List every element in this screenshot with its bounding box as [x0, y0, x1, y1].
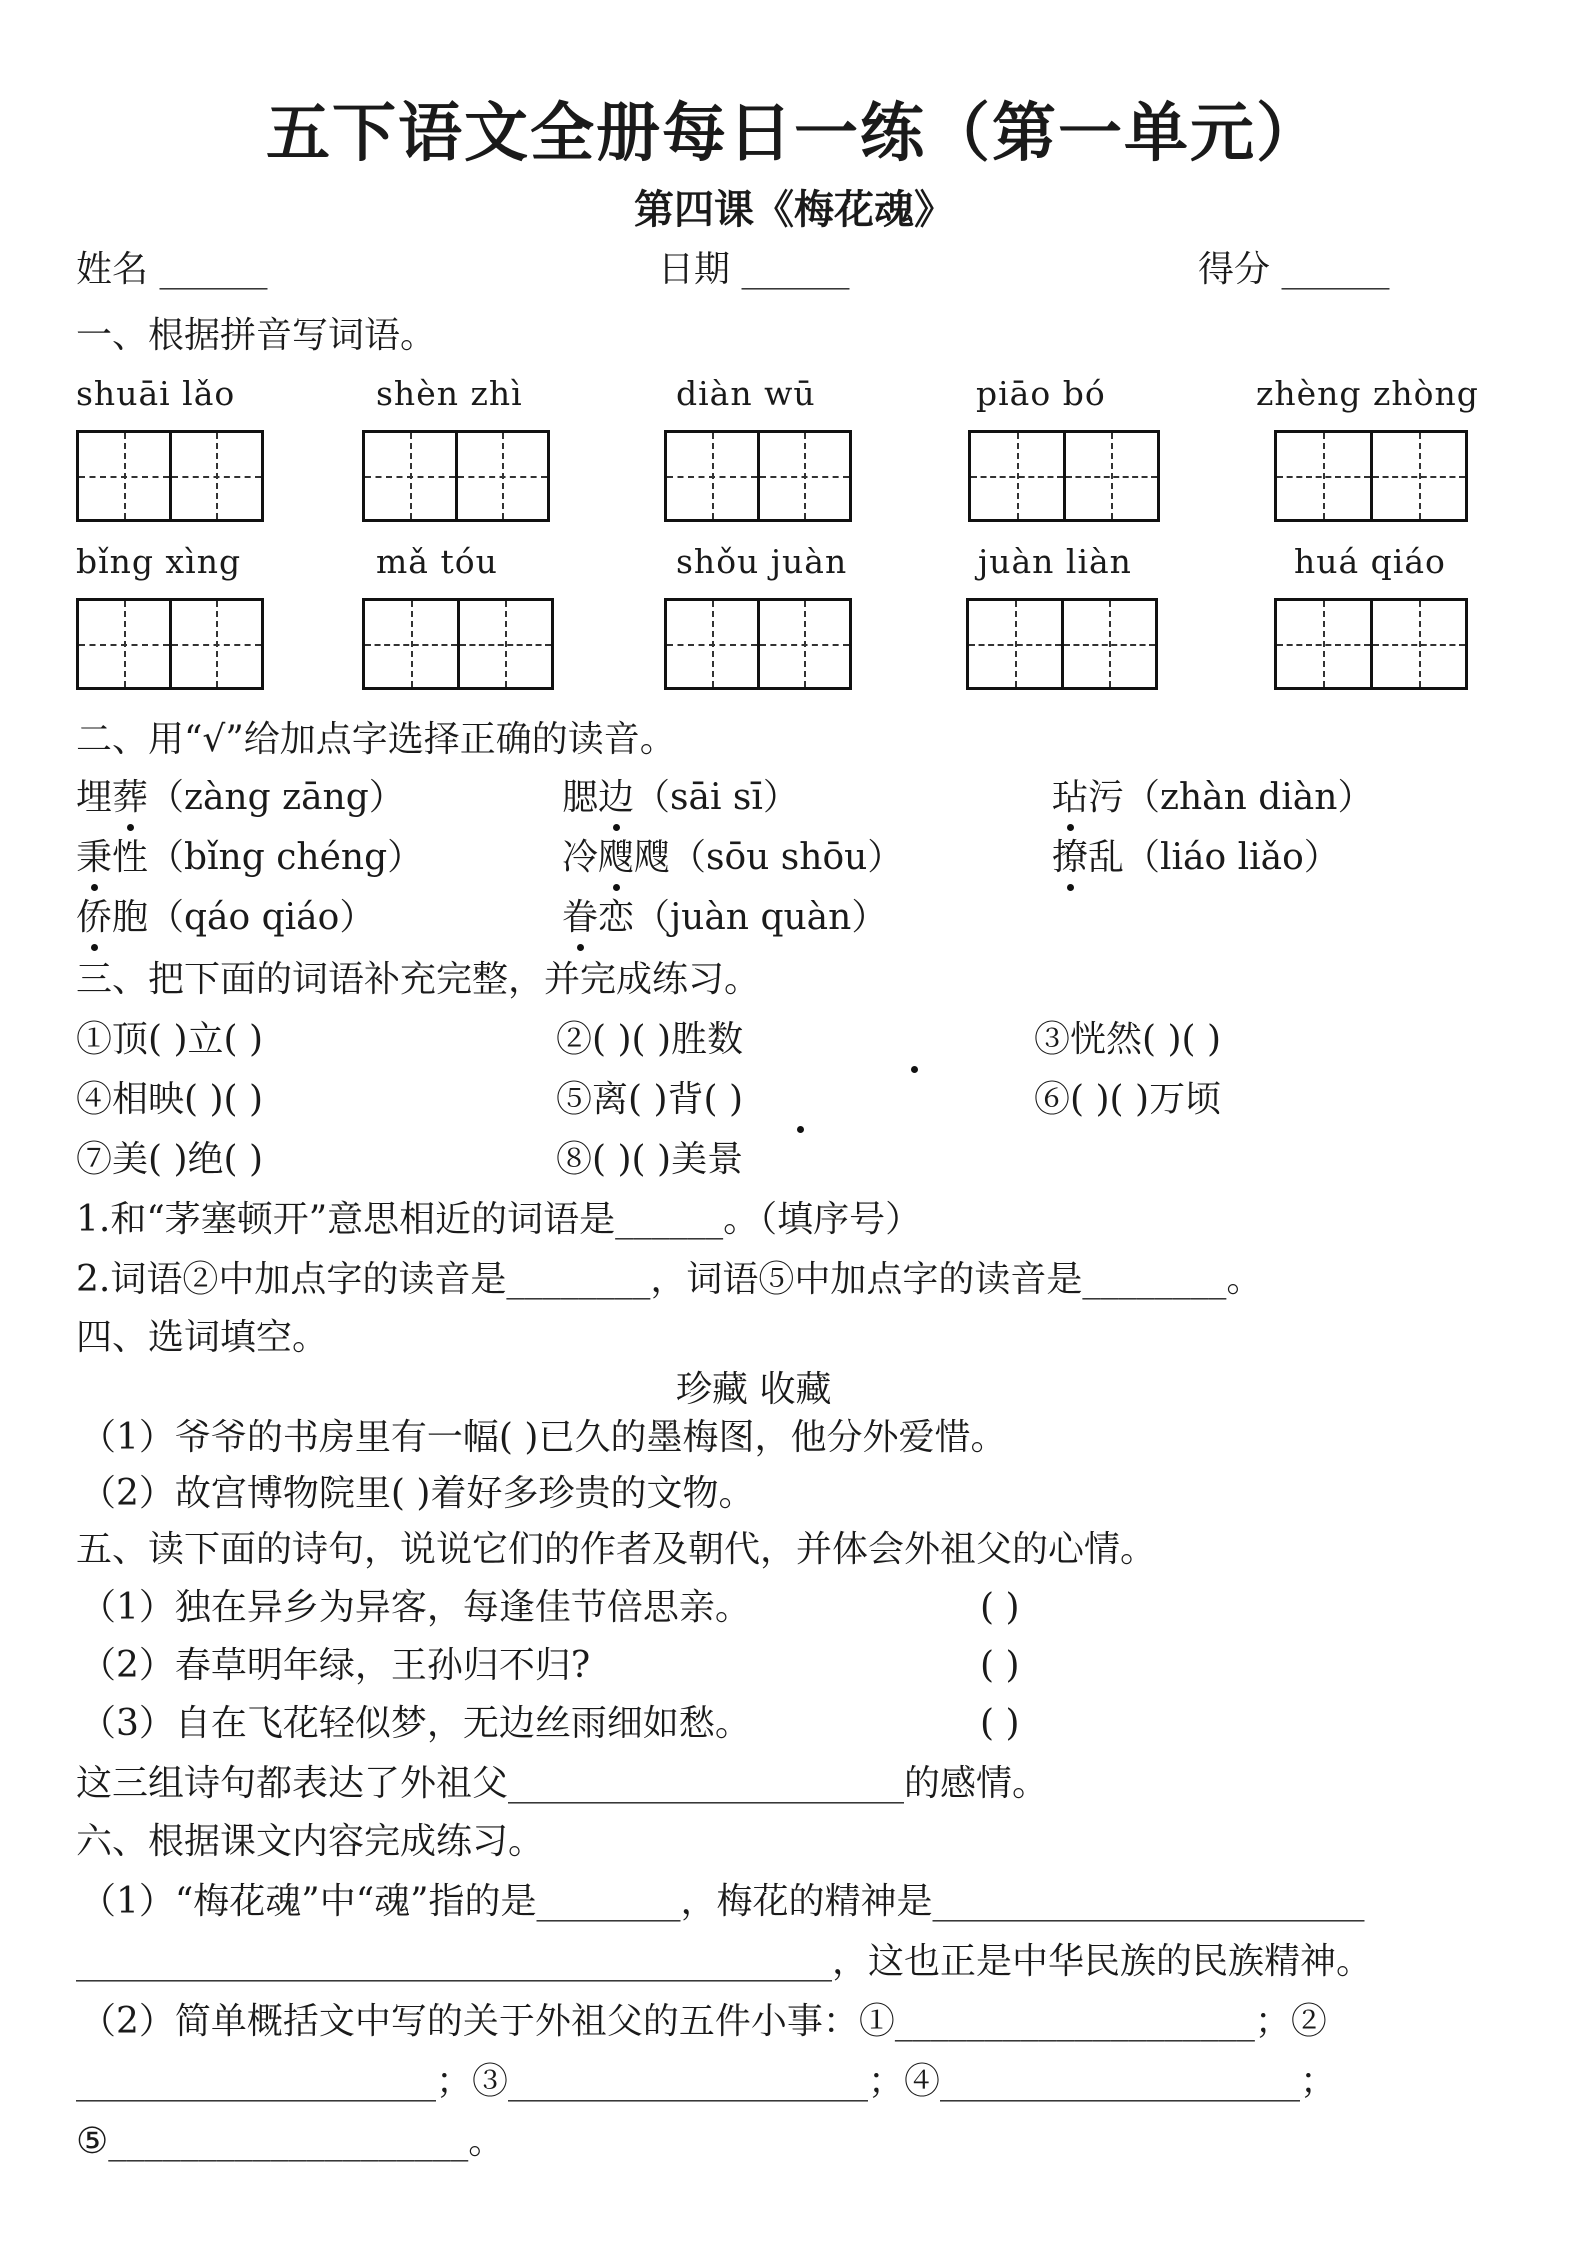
fill-question-continued[interactable]: __________________________________________，这也正是中华民族的民族精神。 [76, 1941, 1373, 1982]
writing-grid[interactable] [966, 598, 1158, 690]
pinyin-label: juàn liàn [978, 542, 1132, 581]
name-field[interactable]: 姓名 ______ [76, 249, 268, 290]
pronunciation-choice[interactable]: 侨胞（qáo qiáo） [76, 897, 376, 938]
answer-parentheses[interactable]: ( ) [980, 1645, 1020, 1686]
writing-grid[interactable] [1274, 598, 1468, 690]
pronunciation-choice[interactable]: 撩乱（liáo liǎo） [1052, 837, 1340, 878]
answer-parentheses[interactable]: ( ) [980, 1587, 1020, 1628]
pinyin-label: bǐng xìng [76, 542, 242, 581]
pronunciation-choice[interactable]: 玷污（zhàn diàn） [1052, 777, 1374, 818]
emphasis-dot [613, 824, 620, 831]
section-4-heading: 四、选词填空。 [76, 1317, 329, 1358]
fill-sentence[interactable]: （2）故宫博物院里( )着好多珍贵的文物。 [80, 1473, 755, 1514]
poem-line: （3）自在飞花轻似梦，无边丝雨细如愁。 [80, 1703, 751, 1744]
writing-grid[interactable] [76, 598, 264, 690]
section-6-heading: 六、根据课文内容完成练习。 [76, 1821, 545, 1862]
pinyin-label: shǒu juàn [676, 542, 848, 581]
lesson-subtitle: 第四课《梅花魂》 [634, 187, 954, 233]
idiom-fill[interactable]: ③恍然( )( ) [1034, 1019, 1222, 1060]
emphasis-dot [1067, 824, 1074, 831]
section-3-heading: 三、把下面的词语补充完整，并完成练习。 [76, 959, 761, 1000]
exercise-question[interactable]: 1.和“茅塞顿开”意思相近的词语是______。（填序号） [76, 1199, 922, 1240]
emphasis-dot [91, 944, 98, 951]
pinyin-label: zhèng zhòng [1256, 374, 1479, 413]
word-choices: 珍藏 收藏 [676, 1369, 832, 1410]
writing-grid[interactable] [76, 430, 264, 522]
emphasis-dot [1067, 884, 1074, 891]
idiom-fill[interactable]: ②( )( )胜数 [556, 1019, 744, 1060]
pinyin-label: mǎ tóu [376, 542, 498, 581]
poem-line: （2）春草明年绿，王孙归不归? [80, 1645, 591, 1686]
pronunciation-choice[interactable]: 腮边（sāi sī） [562, 777, 799, 818]
writing-grid[interactable] [968, 430, 1160, 522]
fill-question-continued[interactable]: ⑤____________________。 [76, 2121, 505, 2162]
score-field[interactable]: 得分 ______ [1198, 249, 1390, 290]
pinyin-label: huá qiáo [1294, 542, 1446, 581]
pinyin-label: shèn zhì [376, 374, 523, 413]
section-1-heading: 一、根据拼音写词语。 [76, 315, 437, 356]
idiom-fill[interactable]: ⑤离( )背( ) [556, 1079, 744, 1120]
section-2-heading: 二、用“√”给加点字选择正确的读音。 [76, 719, 676, 760]
pinyin-label: diàn wū [676, 374, 816, 413]
idiom-fill[interactable]: ④相映( )( ) [76, 1079, 264, 1120]
pinyin-label: piāo bó [976, 374, 1106, 413]
emphasis-dot [613, 884, 620, 891]
pronunciation-choice[interactable]: 秉性（bǐng chéng） [76, 837, 424, 878]
writing-grid[interactable] [664, 430, 852, 522]
exercise-question[interactable]: 2.词语②中加点字的读音是________，词语⑤中加点字的读音是________。 [76, 1259, 1263, 1300]
poem-line: （1）独在异乡为异客，每逢佳节倍思亲。 [80, 1587, 751, 1628]
writing-grid[interactable] [362, 430, 550, 522]
pronunciation-choice[interactable]: 埋葬（zàng zāng） [76, 777, 405, 818]
writing-grid[interactable] [362, 598, 554, 690]
summary-blank[interactable]: 这三组诗句都表达了外祖父______________________的感情。 [76, 1763, 1049, 1804]
pronunciation-choice[interactable]: 冷飕飕（sōu shōu） [562, 837, 904, 878]
fill-question[interactable]: （1）“梅花魂”中“魂”指的是________，梅花的精神是________________________ [80, 1881, 1365, 1922]
emphasis-dot [577, 944, 584, 951]
emphasis-dot [127, 824, 134, 831]
idiom-fill[interactable]: ⑦美( )绝( ) [76, 1139, 264, 1180]
pinyin-label: shuāi lǎo [76, 374, 236, 413]
fill-question-continued[interactable]: ____________________；③____________________；④____________________； [76, 2061, 1336, 2102]
writing-grid[interactable] [1274, 430, 1468, 522]
answer-parentheses[interactable]: ( ) [980, 1703, 1020, 1744]
emphasis-dot [797, 1126, 804, 1133]
idiom-fill[interactable]: ⑧( )( )美景 [556, 1139, 744, 1180]
idiom-fill[interactable]: ⑥( )( )万顷 [1034, 1079, 1222, 1120]
fill-question[interactable]: （2）简单概括文中写的关于外祖父的五件小事：①____________________；② [80, 2001, 1327, 2042]
date-field[interactable]: 日期 ______ [658, 249, 850, 290]
section-5-heading: 五、读下面的诗句，说说它们的作者及朝代，并体会外祖父的心情。 [76, 1529, 1157, 1570]
pronunciation-choice[interactable]: 眷恋（juàn quàn） [562, 897, 888, 938]
emphasis-dot [911, 1066, 918, 1073]
fill-sentence[interactable]: （1）爷爷的书房里有一幅( )已久的墨梅图，他分外爱惜。 [80, 1417, 1007, 1458]
worksheet-title: 五下语文全册每日一练（第一单元） [266, 97, 1322, 171]
writing-grid[interactable] [664, 598, 852, 690]
idiom-fill[interactable]: ①顶( )立( ) [76, 1019, 264, 1060]
emphasis-dot [91, 884, 98, 891]
